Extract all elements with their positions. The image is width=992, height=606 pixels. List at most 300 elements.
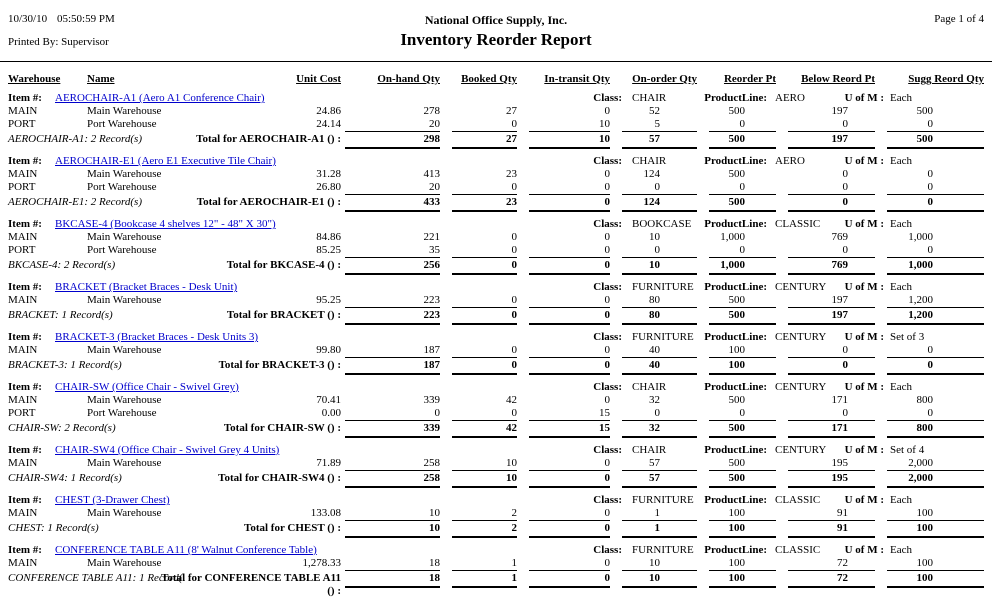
uom-value: Each [890, 494, 912, 506]
total-in-transit-qty: 0 [529, 357, 610, 375]
class-value: CHAIR [632, 155, 667, 167]
total-sugg-reord-qty: 800 [887, 420, 984, 438]
warehouse-row [8, 294, 984, 307]
total-on-hand-qty: 18 [345, 570, 440, 588]
unit-cost-cell: 71.89 [316, 457, 341, 469]
total-label-cell [87, 357, 341, 372]
unit-cost-cell: 1,278.33 [302, 557, 341, 569]
below-reord-pt-cell: 0 [842, 407, 848, 419]
total-label-cell [87, 470, 341, 485]
item-link[interactable]: CHAIR-SW4 (Office Chair - Swivel Grey 4 Units) [55, 444, 280, 456]
on-hand-qty-cell: 0 [434, 407, 440, 419]
total-on-order-qty: 124 [622, 194, 697, 212]
report-date: 10/30/10 [8, 13, 48, 25]
total-reorder-pt: 500 [709, 131, 776, 149]
item-link[interactable]: CONFERENCE TABLE A11 (8' Walnut Conference Table) [55, 544, 317, 556]
total-on-order-qty: 10 [622, 570, 697, 588]
total-reorder-pt: 500 [709, 420, 776, 438]
warehouse-name: Port Warehouse [87, 407, 157, 419]
on-hand-qty-cell: 221 [423, 231, 440, 243]
record-count: CONFERENCE TABLE A11: 1 Record( [8, 572, 183, 584]
report-title: Inventory Reorder Report [400, 30, 592, 49]
warehouse-code: MAIN [8, 294, 38, 306]
warehouse-name: Port Warehouse [87, 244, 157, 256]
item-number-label: Item #: [8, 444, 42, 456]
warehouse-name: Main Warehouse [87, 507, 162, 519]
col-header-in-transit-qty: In-transit Qty [544, 73, 610, 85]
total-reorder-pt: 100 [709, 570, 776, 588]
on-hand-qty-cell: 187 [423, 344, 440, 356]
warehouse-row [8, 244, 984, 257]
warehouse-rows [8, 231, 984, 257]
item-header-row [8, 331, 984, 344]
total-booked-qty: 1 [452, 570, 517, 588]
sugg-reord-qty-cell: 100 [916, 507, 933, 519]
in-transit-qty-cell: 0 [604, 181, 610, 193]
total-booked-qty: 23 [452, 194, 517, 212]
total-on-hand-qty: 187 [345, 357, 440, 375]
item-group [8, 218, 984, 275]
item-group [8, 331, 984, 375]
record-count: CHAIR-SW: 2 Record(s) [8, 422, 116, 434]
reorder-pt-cell: 1,000 [720, 231, 745, 243]
total-sugg-reord-qty: 1,000 [887, 257, 984, 275]
on-hand-qty-cell: 223 [423, 294, 440, 306]
uom-value: Each [890, 381, 912, 393]
record-count: AEROCHAIR-A1: 2 Record(s) [8, 133, 142, 145]
total-reorder-pt: 500 [709, 307, 776, 325]
booked-qty-cell: 0 [511, 244, 517, 256]
item-link[interactable]: BRACKET (Bracket Braces - Desk Unit) [55, 281, 238, 293]
item-link[interactable]: BRACKET-3 (Bracket Braces - Desk Units 3) [55, 331, 259, 343]
booked-qty-cell: 0 [511, 344, 517, 356]
unit-cost-cell: 99.80 [316, 344, 341, 356]
total-label-cell [87, 307, 341, 322]
total-reorder-pt: 100 [709, 357, 776, 375]
class-label: Class: [593, 494, 622, 506]
booked-qty-cell: 23 [506, 168, 517, 180]
total-in-transit-qty: 15 [529, 420, 610, 438]
booked-qty-cell: 42 [506, 394, 517, 406]
unit-cost-cell: 95.25 [316, 294, 341, 306]
product-line-label: ProductLine: [704, 494, 767, 506]
warehouse-code: MAIN [8, 231, 38, 243]
class-label: Class: [593, 544, 622, 556]
reorder-pt-cell: 0 [739, 407, 745, 419]
on-order-qty-cell: 40 [649, 344, 660, 356]
unit-cost-cell: 133.08 [310, 507, 341, 519]
item-group [8, 281, 984, 325]
total-in-transit-qty: 0 [529, 307, 610, 325]
item-group [8, 494, 984, 538]
sugg-reord-qty-cell: 0 [927, 181, 933, 193]
below-reord-pt-cell: 769 [831, 231, 848, 243]
item-group [8, 92, 984, 149]
uom-label: U of M : [844, 281, 884, 293]
below-reord-pt-cell: 0 [842, 181, 848, 193]
warehouse-row [8, 344, 984, 357]
warehouse-rows [8, 168, 984, 194]
unit-cost-cell: 0.00 [321, 407, 341, 419]
total-on-hand-qty: 10 [345, 520, 440, 538]
product-line-value: CENTURY [775, 331, 827, 343]
warehouse-rows [8, 344, 984, 357]
item-header-row [8, 155, 984, 168]
below-reord-pt-cell: 197 [831, 294, 848, 306]
in-transit-qty-cell: 15 [599, 407, 610, 419]
col-header-reorder-pt: Reorder Pt [723, 73, 776, 85]
item-header-row [8, 381, 984, 394]
item-header-row [8, 218, 984, 231]
record-count: AEROCHAIR-E1: 2 Record(s) [8, 196, 142, 208]
reorder-pt-cell: 500 [728, 457, 745, 469]
reorder-pt-cell: 0 [739, 118, 745, 130]
total-below-reord-pt: 0 [788, 194, 875, 212]
sugg-reord-qty-cell: 800 [916, 394, 933, 406]
warehouse-code: MAIN [8, 344, 38, 356]
warehouse-name: Main Warehouse [87, 231, 162, 243]
total-booked-qty: 0 [452, 357, 517, 375]
warehouse-row [8, 507, 984, 520]
total-sugg-reord-qty: 0 [887, 357, 984, 375]
uom-label: U of M : [844, 381, 884, 393]
warehouse-row [8, 407, 984, 420]
total-row [8, 520, 984, 538]
item-link[interactable]: CHAIR-SW (Office Chair - Swivel Grey) [55, 381, 239, 393]
warehouse-row [8, 118, 984, 131]
total-booked-qty: 42 [452, 420, 517, 438]
warehouse-name: Main Warehouse [87, 457, 162, 469]
class-label: Class: [593, 218, 622, 230]
in-transit-qty-cell: 0 [604, 105, 610, 117]
col-header-unit-cost: Unit Cost [296, 73, 341, 85]
warehouse-code: MAIN [8, 168, 38, 180]
reorder-pt-cell: 0 [739, 244, 745, 256]
report-time: 05:50:59 PM [57, 13, 115, 25]
on-order-qty-cell: 10 [649, 231, 660, 243]
total-label-cell [87, 420, 341, 435]
warehouse-row [8, 181, 984, 194]
item-link[interactable]: AEROCHAIR-E1 (Aero E1 Executive Tile Chair) [55, 155, 276, 167]
total-sugg-reord-qty: 0 [887, 194, 984, 212]
col-header-sugg-reord-qty: Sugg Reord Qty [908, 73, 984, 85]
uom-value: Each [890, 218, 912, 230]
uom-label: U of M : [844, 331, 884, 343]
on-hand-qty-cell: 258 [423, 457, 440, 469]
item-group [8, 544, 984, 598]
item-group [8, 444, 984, 488]
warehouse-row [8, 557, 984, 570]
total-below-reord-pt: 171 [788, 420, 875, 438]
product-line-value: CLASSIC [775, 218, 821, 230]
total-on-order-qty: 32 [622, 420, 697, 438]
warehouse-code: PORT [8, 244, 36, 256]
warehouse-row [8, 457, 984, 470]
total-below-reord-pt: 0 [788, 357, 875, 375]
warehouse-rows [8, 507, 984, 520]
booked-qty-cell: 27 [506, 105, 517, 117]
warehouse-code: PORT [8, 181, 36, 193]
total-in-transit-qty: 0 [529, 470, 610, 488]
below-reord-pt-cell: 195 [831, 457, 848, 469]
product-line-label: ProductLine: [704, 92, 767, 104]
item-number-label: Item #: [8, 494, 42, 506]
total-label: Total for AEROCHAIR-E1 () : [196, 196, 341, 208]
in-transit-qty-cell: 10 [599, 118, 610, 130]
item-number-label: Item #: [8, 218, 42, 230]
in-transit-qty-cell: 0 [604, 394, 610, 406]
warehouse-row [8, 231, 984, 244]
product-line-label: ProductLine: [704, 218, 767, 230]
unit-cost-cell: 24.86 [316, 105, 341, 117]
item-link[interactable]: BKCASE-4 (Bookcase 4 shelves 12" - 48" X 30") [55, 218, 276, 230]
reorder-pt-cell: 100 [728, 507, 745, 519]
on-hand-qty-cell: 35 [429, 244, 440, 256]
col-header-below-reord-pt: Below Reord Pt [801, 73, 875, 85]
total-booked-qty: 2 [452, 520, 517, 538]
record-count: CHAIR-SW4: 1 Record(s) [8, 472, 122, 484]
product-line-label: ProductLine: [704, 381, 767, 393]
total-sugg-reord-qty: 1,200 [887, 307, 984, 325]
reorder-pt-cell: 0 [739, 181, 745, 193]
unit-cost-cell: 85.25 [316, 244, 341, 256]
total-on-order-qty: 80 [622, 307, 697, 325]
class-value: FURNITURE [632, 331, 694, 343]
warehouse-code: PORT [8, 407, 36, 419]
product-line-value: CLASSIC [775, 544, 821, 556]
unit-cost-cell: 31.28 [316, 168, 341, 180]
item-number-label: Item #: [8, 331, 42, 343]
sugg-reord-qty-cell: 0 [927, 244, 933, 256]
total-below-reord-pt: 91 [788, 520, 875, 538]
warehouse-row [8, 105, 984, 118]
item-number-label: Item #: [8, 155, 42, 167]
total-on-hand-qty: 298 [345, 131, 440, 149]
on-hand-qty-cell: 10 [429, 507, 440, 519]
product-line-value: AERO [775, 92, 805, 104]
class-value: CHAIR [632, 444, 667, 456]
booked-qty-cell: 1 [511, 557, 517, 569]
total-on-hand-qty: 256 [345, 257, 440, 275]
in-transit-qty-cell: 0 [604, 344, 610, 356]
total-on-order-qty: 57 [622, 470, 697, 488]
total-on-hand-qty: 339 [345, 420, 440, 438]
sugg-reord-qty-cell: 100 [916, 557, 933, 569]
in-transit-qty-cell: 0 [604, 557, 610, 569]
record-count: BRACKET-3: 1 Record(s) [8, 359, 122, 371]
item-header-row [8, 281, 984, 294]
col-header-on-hand-qty: On-hand Qty [377, 73, 440, 85]
on-hand-qty-cell: 413 [423, 168, 440, 180]
warehouse-name: Main Warehouse [87, 557, 162, 569]
item-link[interactable]: AEROCHAIR-A1 (Aero A1 Conference Chair) [55, 92, 265, 104]
total-in-transit-qty: 0 [529, 257, 610, 275]
warehouse-row [8, 168, 984, 181]
column-header-row [8, 73, 984, 86]
on-hand-qty-cell: 18 [429, 557, 440, 569]
product-line-value: CENTURY [775, 381, 827, 393]
reorder-pt-cell: 500 [728, 105, 745, 117]
below-reord-pt-cell: 0 [842, 118, 848, 130]
reorder-pt-cell: 500 [728, 294, 745, 306]
total-label: Total for CHEST () : [244, 522, 341, 534]
sugg-reord-qty-cell: 2,000 [908, 457, 933, 469]
total-booked-qty: 0 [452, 257, 517, 275]
in-transit-qty-cell: 0 [604, 168, 610, 180]
warehouse-name: Main Warehouse [87, 394, 162, 406]
total-row [8, 194, 984, 212]
total-sugg-reord-qty: 500 [887, 131, 984, 149]
sugg-reord-qty-cell: 500 [916, 105, 933, 117]
warehouse-name: Port Warehouse [87, 181, 157, 193]
below-reord-pt-cell: 0 [842, 168, 848, 180]
product-line-value: AERO [775, 155, 805, 167]
class-label: Class: [593, 92, 622, 104]
on-hand-qty-cell: 20 [429, 181, 440, 193]
class-value: FURNITURE [632, 544, 694, 556]
on-order-qty-cell: 124 [643, 168, 660, 180]
total-label: Total for CHAIR-SW () : [223, 422, 341, 434]
record-count: BRACKET: 1 Record(s) [8, 309, 113, 321]
total-on-hand-qty: 433 [345, 194, 440, 212]
total-reorder-pt: 100 [709, 520, 776, 538]
total-on-order-qty: 1 [622, 520, 697, 538]
total-label: Total for CONFERENCE TABLE A11 () : [161, 572, 341, 597]
sugg-reord-qty-cell: 0 [927, 344, 933, 356]
unit-cost-cell: 70.41 [316, 394, 341, 406]
booked-qty-cell: 0 [511, 181, 517, 193]
item-header-row [8, 444, 984, 457]
total-label: Total for CHAIR-SW4 () : [218, 472, 341, 484]
warehouse-rows [8, 394, 984, 420]
uom-value: Each [890, 544, 912, 556]
col-header-on-order-qty: On-order Qty [632, 73, 697, 85]
below-reord-pt-cell: 0 [842, 344, 848, 356]
uom-label: U of M : [844, 494, 884, 506]
total-on-order-qty: 40 [622, 357, 697, 375]
item-group [8, 381, 984, 438]
on-order-qty-cell: 57 [649, 457, 660, 469]
total-on-hand-qty: 258 [345, 470, 440, 488]
on-order-qty-cell: 80 [649, 294, 660, 306]
class-label: Class: [593, 281, 622, 293]
booked-qty-cell: 2 [511, 507, 517, 519]
uom-label: U of M : [844, 544, 884, 556]
uom-value: Each [890, 281, 912, 293]
total-below-reord-pt: 769 [788, 257, 875, 275]
warehouse-name: Port Warehouse [87, 118, 157, 130]
uom-value: Each [890, 155, 912, 167]
item-number-label: Item #: [8, 381, 42, 393]
warehouse-code: PORT [8, 118, 36, 130]
class-label: Class: [593, 331, 622, 343]
total-sugg-reord-qty: 100 [887, 520, 984, 538]
total-below-reord-pt: 197 [788, 307, 875, 325]
total-row [8, 307, 984, 325]
total-on-order-qty: 10 [622, 257, 697, 275]
total-on-hand-qty: 223 [345, 307, 440, 325]
class-value: FURNITURE [632, 281, 694, 293]
printed-by: Printed By: Supervisor [8, 36, 109, 48]
item-link[interactable]: CHEST (3-Drawer Chest) [55, 494, 170, 506]
total-row [8, 357, 984, 375]
reorder-pt-cell: 500 [728, 168, 745, 180]
warehouse-code: MAIN [8, 507, 38, 519]
total-label-cell [87, 257, 341, 272]
total-row [8, 420, 984, 438]
sugg-reord-qty-cell: 1,200 [908, 294, 933, 306]
warehouse-code: MAIN [8, 394, 38, 406]
on-hand-qty-cell: 339 [423, 394, 440, 406]
booked-qty-cell: 0 [511, 118, 517, 130]
booked-qty-cell: 0 [511, 407, 517, 419]
class-value: CHAIR [632, 381, 667, 393]
item-header-row [8, 544, 984, 557]
uom-label: U of M : [844, 218, 884, 230]
total-label-cell [87, 520, 341, 535]
total-on-order-qty: 57 [622, 131, 697, 149]
page-number: Page 1 of 4 [934, 13, 984, 25]
total-sugg-reord-qty: 2,000 [887, 470, 984, 488]
warehouse-rows [8, 557, 984, 570]
below-reord-pt-cell: 72 [837, 557, 848, 569]
in-transit-qty-cell: 0 [604, 244, 610, 256]
in-transit-qty-cell: 0 [604, 457, 610, 469]
on-order-qty-cell: 0 [654, 244, 660, 256]
col-header-name: Name [87, 73, 115, 85]
unit-cost-cell: 24.14 [316, 118, 341, 130]
sugg-reord-qty-cell: 1,000 [908, 231, 933, 243]
product-line-label: ProductLine: [704, 544, 767, 556]
on-hand-qty-cell: 278 [423, 105, 440, 117]
item-group [8, 155, 984, 212]
below-reord-pt-cell: 171 [831, 394, 848, 406]
total-label: Total for AEROCHAIR-A1 () : [196, 133, 341, 145]
item-number-label: Item #: [8, 92, 42, 104]
warehouse-rows [8, 294, 984, 307]
total-below-reord-pt: 195 [788, 470, 875, 488]
reorder-pt-cell: 100 [728, 557, 745, 569]
below-reord-pt-cell: 0 [842, 244, 848, 256]
col-header-booked-qty: Booked Qty [461, 73, 517, 85]
total-reorder-pt: 500 [709, 194, 776, 212]
record-count: BKCASE-4: 2 Record(s) [8, 259, 116, 271]
warehouse-name: Main Warehouse [87, 168, 162, 180]
uom-label: U of M : [844, 444, 884, 456]
on-order-qty-cell: 0 [654, 407, 660, 419]
total-sugg-reord-qty: 100 [887, 570, 984, 588]
booked-qty-cell: 10 [506, 457, 517, 469]
total-row [8, 257, 984, 275]
total-below-reord-pt: 197 [788, 131, 875, 149]
company-name: National Office Supply, Inc. [424, 13, 568, 27]
total-booked-qty: 10 [452, 470, 517, 488]
total-row [8, 131, 984, 149]
product-line-value: CENTURY [775, 281, 827, 293]
on-hand-qty-cell: 20 [429, 118, 440, 130]
product-line-label: ProductLine: [704, 281, 767, 293]
warehouse-code: MAIN [8, 557, 38, 569]
class-value: BOOKCASE [632, 218, 692, 230]
in-transit-qty-cell: 0 [604, 231, 610, 243]
product-line-label: ProductLine: [704, 155, 767, 167]
class-value: CHAIR [632, 92, 667, 104]
total-in-transit-qty: 0 [529, 570, 610, 588]
below-reord-pt-cell: 91 [837, 507, 848, 519]
booked-qty-cell: 0 [511, 231, 517, 243]
below-reord-pt-cell: 197 [831, 105, 848, 117]
on-order-qty-cell: 0 [654, 181, 660, 193]
